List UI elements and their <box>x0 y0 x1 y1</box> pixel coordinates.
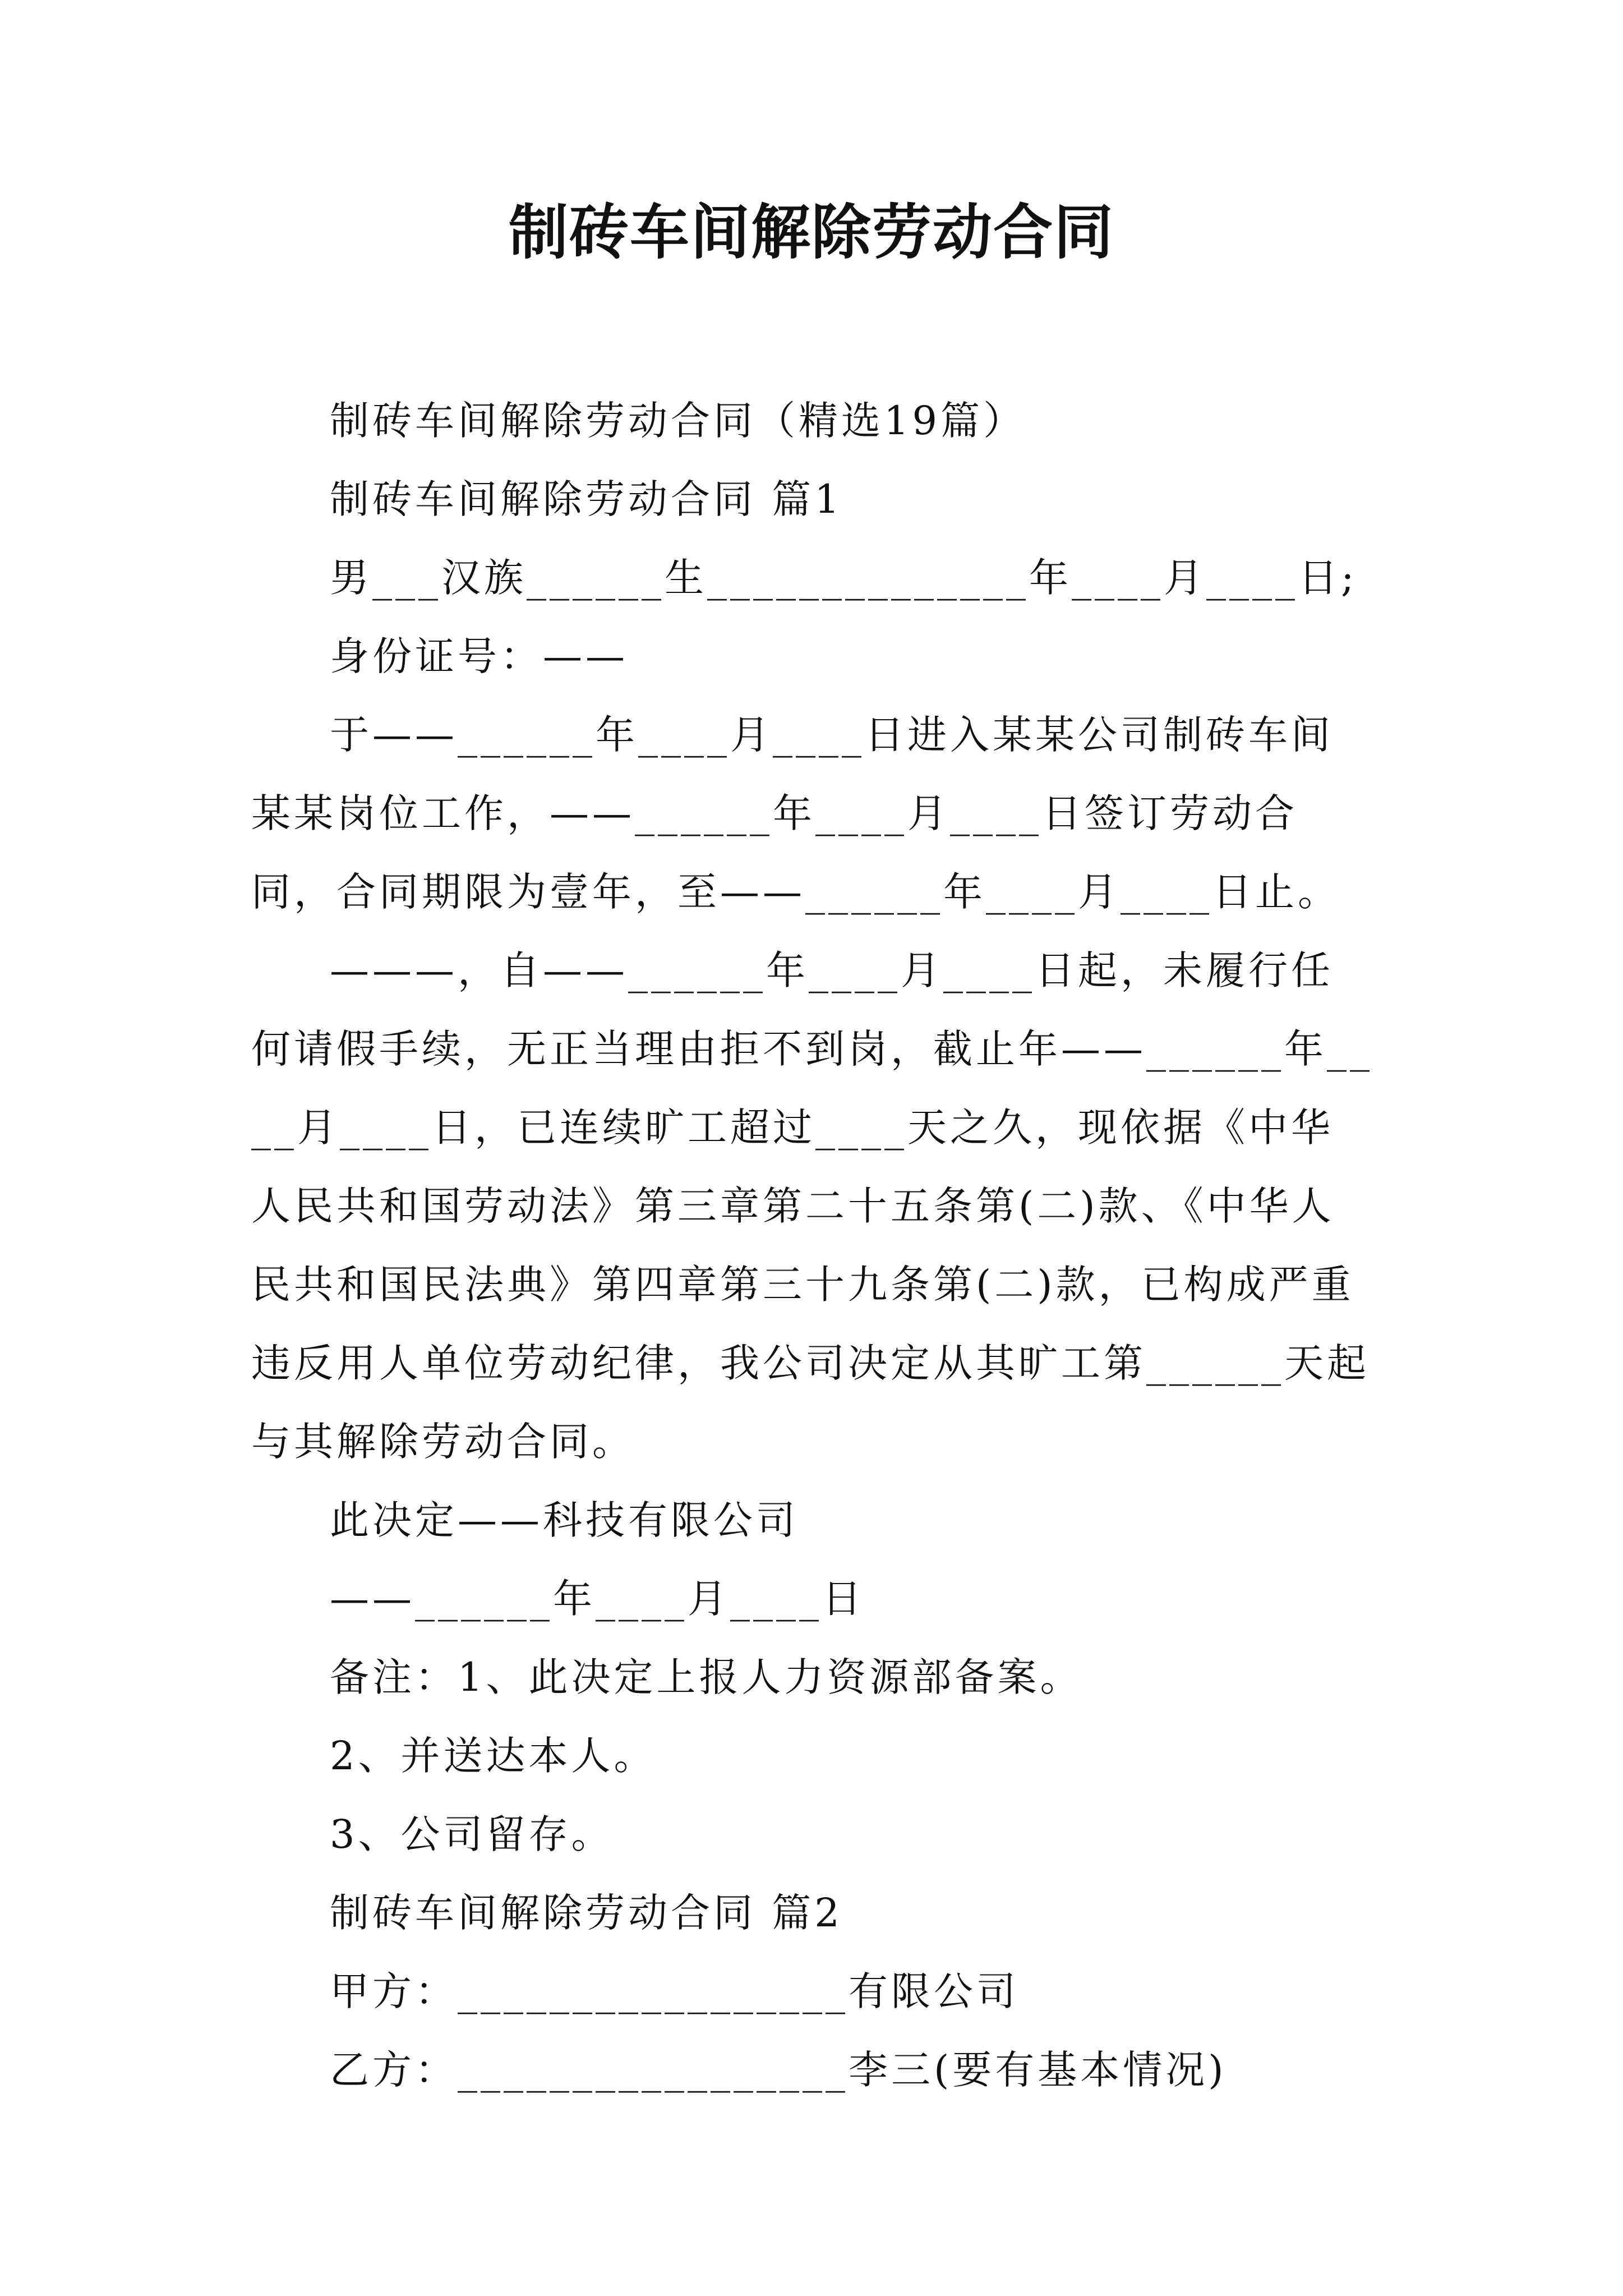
document-title: 制砖车间解除劳动合同 <box>509 198 1114 267</box>
paragraph-subtitle: 制砖车间解除劳动合同（精选19篇） <box>330 398 1026 444</box>
paragraph-decision-company: 此决定——科技有限公司 <box>330 1497 799 1543</box>
paragraph-personal-info: 男___汉族______生______________年____月____日; <box>330 555 1358 601</box>
paragraph-employment-dates: 于——______年____月____日进入某某公司制砖车间某某岗位工作，——______年____月____日签订劳动合同，合同期限为壹年，至——______年____月____日止。 <box>251 712 1340 915</box>
paragraph-absence-decision: ———，自——______年____月____日起，未履行任何请假手续，无正当理由拒不到岗，截止年——______年____月____日，已连续旷工超过____天之久，现依据《中华人民共和国劳动法》第三章第二十五条第(二)款、《中华人民共和国民法典》第四章第三十九条第(二)款，已构成严重违反用人单位劳动纪律，我公司决定从其旷工第______天起与其解除劳动合同。 <box>251 947 1373 1465</box>
paragraph-party-a: 甲方：_________________有限公司 <box>330 1968 1019 2014</box>
paragraph-id-number: 身份证号：—— <box>330 633 628 679</box>
paragraph-note-2: 2、并送达本人。 <box>330 1733 657 1779</box>
document-body <box>251 381 1373 2109</box>
paragraph-note-3: 3、公司留存。 <box>330 1811 614 1857</box>
paragraph-party-b: 乙方：_________________李三(要有基本情况) <box>330 2047 1227 2093</box>
paragraph-section-heading-2: 制砖车间解除劳动合同 篇2 <box>330 1890 843 1936</box>
paragraph-note-1: 备注：1、此决定上报人力资源部备案。 <box>330 1654 1083 1700</box>
paragraph-section-heading-1: 制砖车间解除劳动合同 篇1 <box>330 476 843 522</box>
paragraph-decision-date: ——______年____月____日 <box>330 1576 865 1622</box>
